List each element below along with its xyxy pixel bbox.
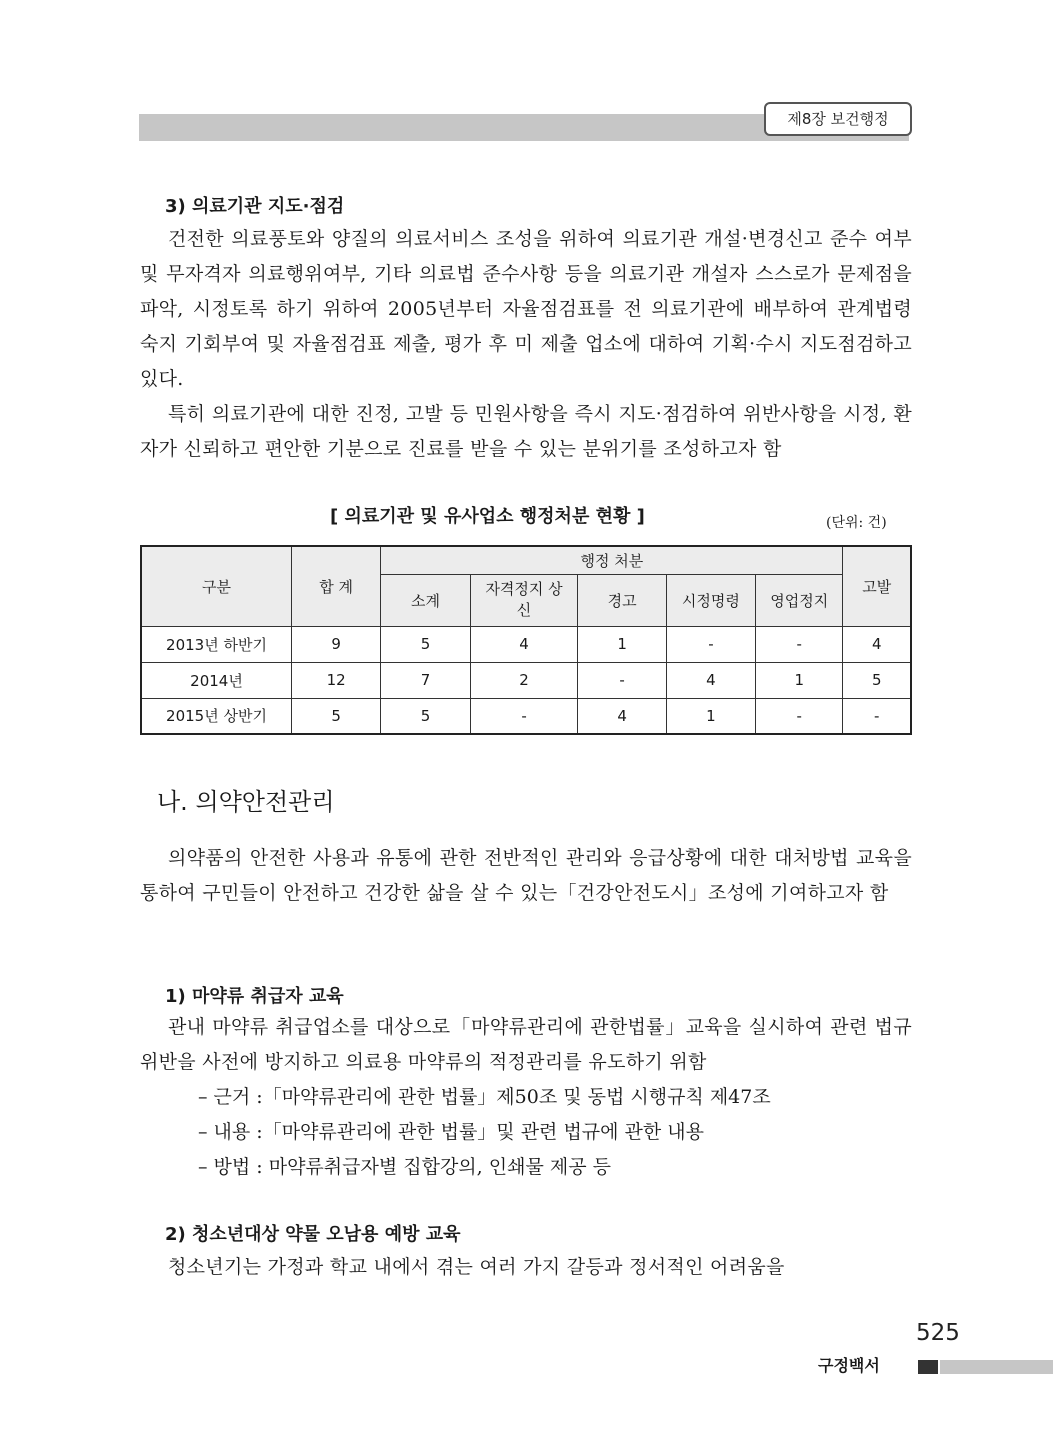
- table-cell: 5: [381, 626, 470, 662]
- narcotics-paragraph: 관내 마약류 취급업소를 대상으로「마약류관리에 관한법률」교육을 실시하여 관련 법규 위반을 사전에 방지하고 의료용 마약류의 적정관리를 유도하기 위함: [140, 1016, 912, 1073]
- header-subtotal: 소계: [381, 574, 470, 626]
- table-cell: 5: [291, 698, 380, 734]
- drug-safety-paragraph: 의약품의 안전한 사용과 유통에 관한 전반적인 관리와 응급상황에 대한 대처방법 교육을 통하여 구민들이 안전하고 건강한 삶을 살 수 있는「건강안전도시」조성에 기여하고자 함: [140, 847, 912, 904]
- table-cell: 4: [843, 626, 911, 662]
- table-row: [141, 626, 911, 662]
- inspection-paragraph-1: 건전한 의료풍토와 양질의 의료서비스 조성을 위하여 의료기관 개설·변경신고 준수 여부 및 무자격자 의료행위여부, 기타 의료법 준수사항 등을 의료기관 개설자 스스로가 문제점을 파악, 시정토록 하기 위하여 2005년부터 자율점검표를 전 의료기관에 배부하여 관계법령 숙지 기회부여 및 자율점검표 제출, 평가 후 미 제출 업소에 대하여 기획·수시 지도점검하고 있다.: [140, 228, 912, 390]
- table-row: [141, 662, 911, 698]
- footer-block: [918, 1360, 938, 1374]
- table-cell: 5: [843, 662, 911, 698]
- section-heading-inspection: 3) 의료기관 지도·점검: [165, 196, 345, 217]
- header-total: 합 계: [291, 546, 380, 626]
- table-cell: -: [578, 662, 666, 698]
- table-cell: -: [666, 626, 755, 662]
- bullet-method: – 방법 : 마약류취급자별 집합강의, 인쇄물 제공 등: [198, 1156, 611, 1178]
- header-category: 구분: [141, 546, 291, 626]
- table-cell: 2014년: [141, 662, 291, 698]
- table-cell: 7: [381, 662, 470, 698]
- page-number: 525: [916, 1320, 960, 1346]
- header-warning: 경고: [578, 574, 666, 626]
- table-cell: -: [756, 698, 843, 734]
- admin-action-table: [140, 545, 912, 735]
- table-cell: 1: [578, 626, 666, 662]
- table-cell: 2: [470, 662, 578, 698]
- header-accusation: 고발: [843, 546, 911, 626]
- header-admin: 행정 처분: [381, 546, 843, 574]
- bullet-content: – 내용 :「마약류관리에 관한 법률」및 관련 법규에 관한 내용: [198, 1121, 705, 1143]
- table-cell: 9: [291, 626, 380, 662]
- header-suspension: 자격정지 상신: [470, 574, 578, 626]
- bullet-basis: – 근거 :「마약류관리에 관한 법률」제50조 및 동법 시행규칙 제47조: [198, 1086, 771, 1108]
- footer-label: 구정백서: [818, 1356, 880, 1375]
- table-cell: 4: [470, 626, 578, 662]
- inspection-text: [140, 222, 912, 467]
- header-business-suspension: 영업정지: [756, 574, 843, 626]
- narcotics-bullets: [198, 1080, 771, 1185]
- section-heading-narcotics: 1) 마약류 취급자 교육: [165, 986, 344, 1007]
- header-correction: 시정명령: [666, 574, 755, 626]
- table-cell: 2015년 상반기: [141, 698, 291, 734]
- chapter-tab: 제8장 보건행정: [764, 102, 912, 136]
- table-cell: 1: [756, 662, 843, 698]
- section-title-drug-safety: 나. 의약안전관리: [157, 788, 335, 816]
- table-cell: -: [470, 698, 578, 734]
- table-cell: 5: [381, 698, 470, 734]
- table-unit: (단위: 건): [826, 515, 887, 531]
- drug-safety-text: [140, 841, 912, 911]
- table-cell: -: [843, 698, 911, 734]
- table-cell: 4: [578, 698, 666, 734]
- youth-text: [140, 1250, 912, 1285]
- table-row: [141, 698, 911, 734]
- narcotics-text: [140, 1010, 912, 1080]
- table-title: [ 의료기관 및 유사업소 행정처분 현황 ]: [330, 506, 645, 527]
- table-cell: -: [756, 626, 843, 662]
- table-cell: 12: [291, 662, 380, 698]
- table-cell: 1: [666, 698, 755, 734]
- footer-bar: [940, 1360, 1053, 1374]
- section-heading-youth: 2) 청소년대상 약물 오남용 예방 교육: [165, 1224, 461, 1245]
- inspection-paragraph-2: 특히 의료기관에 대한 진정, 고발 등 민원사항을 즉시 지도·점검하여 위반사항을 시정, 환자가 신뢰하고 편안한 기분으로 진료를 받을 수 있는 분위기를 조성하고자 함: [140, 403, 912, 460]
- table-cell: 4: [666, 662, 755, 698]
- table-cell: 2013년 하반기: [141, 626, 291, 662]
- youth-paragraph: 청소년기는 가정과 학교 내에서 겪는 여러 가지 갈등과 정서적인 어려움을: [168, 1256, 785, 1278]
